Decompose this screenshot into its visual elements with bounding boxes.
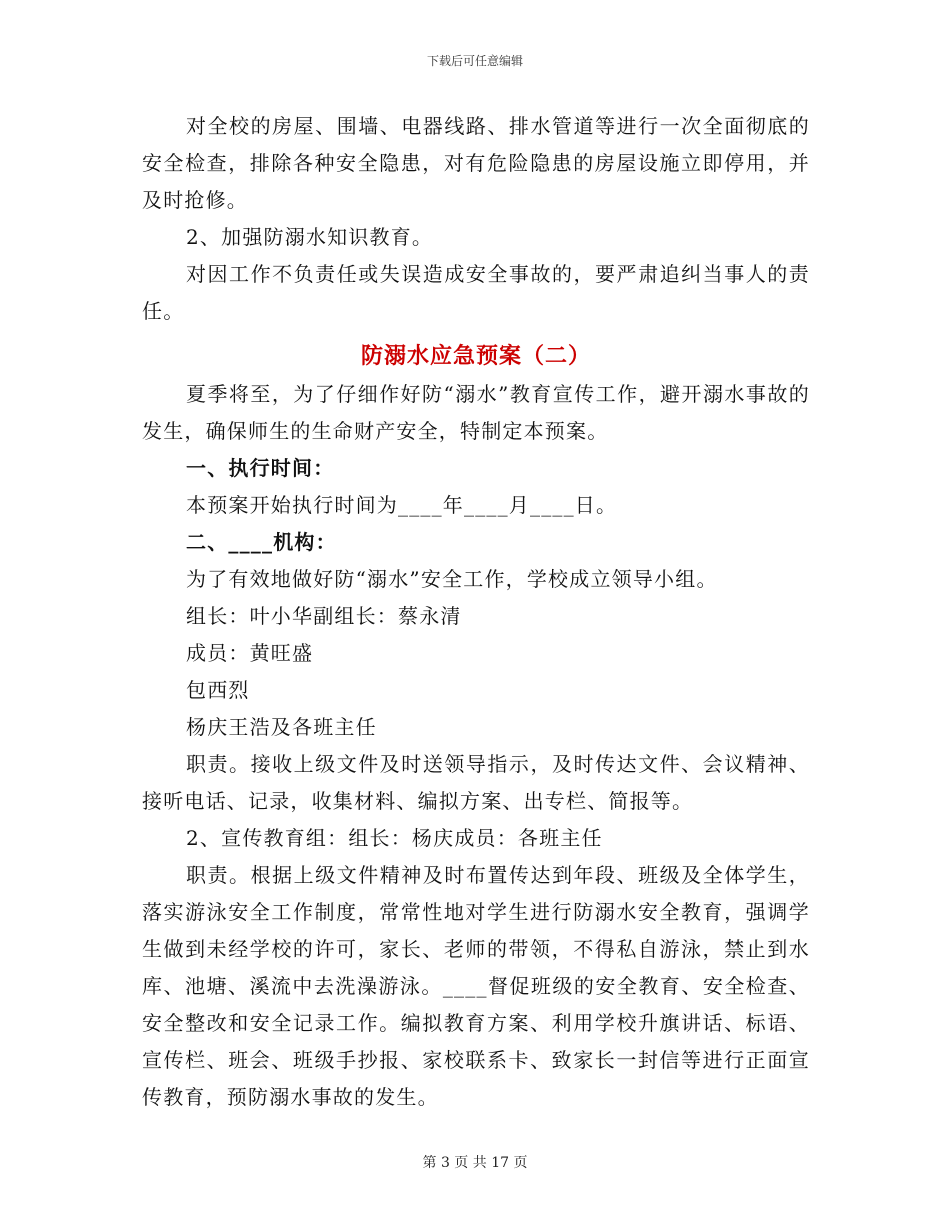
paragraph-education-item: 2、加强防溺水知识教育。 <box>186 225 434 249</box>
paragraph-execution-date: 本预案开始执行时间为____年____月____日。 <box>186 493 618 517</box>
paragraph-duties-1: 职责。接收上级文件及时送领导指示，及时传达文件、会议精神、接听电话、记录，收集材料、编拟方案、出专栏、简报等。 <box>142 752 810 813</box>
page-header-note: 下载后可任意编辑 <box>426 54 523 68</box>
paragraph-inspection: 对全校的房屋、围墙、电器线路、排水管道等进行一次全面彻底的安全检查，排除各种安全隐患，对有危险隐患的房屋设施立即停用，并及时抢修。 <box>142 114 810 212</box>
heading-organization: 二、____机构： <box>186 530 337 554</box>
paragraph-publicity-group: 2、宣传教育组：组长：杨庆成员：各班主任 <box>186 826 603 850</box>
paragraph-member-3: 杨庆王浩及各班主任 <box>186 715 377 739</box>
heading-execution-time: 一、执行时间： <box>186 456 335 480</box>
paragraph-member-2: 包西烈 <box>186 678 250 702</box>
paragraph-duties-2: 职责。根据上级文件精神及时布置传达到年段、班级及全体学生，落实游泳安全工作制度，常常性地对学生进行防溺水安全教育，强调学生做到未经学校的许可，家长、老师的带领，不得私自游泳，禁止到水库、池塘、溪流中去洗澡游泳。____督促班级的安全教育、安全检查、安全整改和安全记录工作。编拟教育方案、利用学校升旗讲话、标语、宣传栏、班会、班级手抄报、家校联系卡、致家长一封信等进行正面宣传教育，预防溺水事故的发生。 <box>142 863 810 1109</box>
paragraph-members: 成员：黄旺盛 <box>186 641 314 665</box>
paragraph-intro: 夏季将至，为了仔细作好防“溺水”教育宣传工作，避开溺水事故的发生，确保师生的生命财产安全，特制定本预案。 <box>142 382 810 443</box>
page-number: 第 3 页 共 17 页 <box>422 1155 528 1171</box>
paragraph-responsibility: 对因工作不负责任或失误造成安全事故的，要严肃追纠当事人的责任。 <box>142 262 810 323</box>
paragraph-group-leader: 组长：叶小华副组长：蔡永清 <box>186 604 462 628</box>
section-title: 防溺水应急预案（二） <box>360 343 591 369</box>
document-body <box>142 108 810 1116</box>
paragraph-leading-group: 为了有效地做好防“溺水”安全工作，学校成立领导小组。 <box>186 567 718 591</box>
